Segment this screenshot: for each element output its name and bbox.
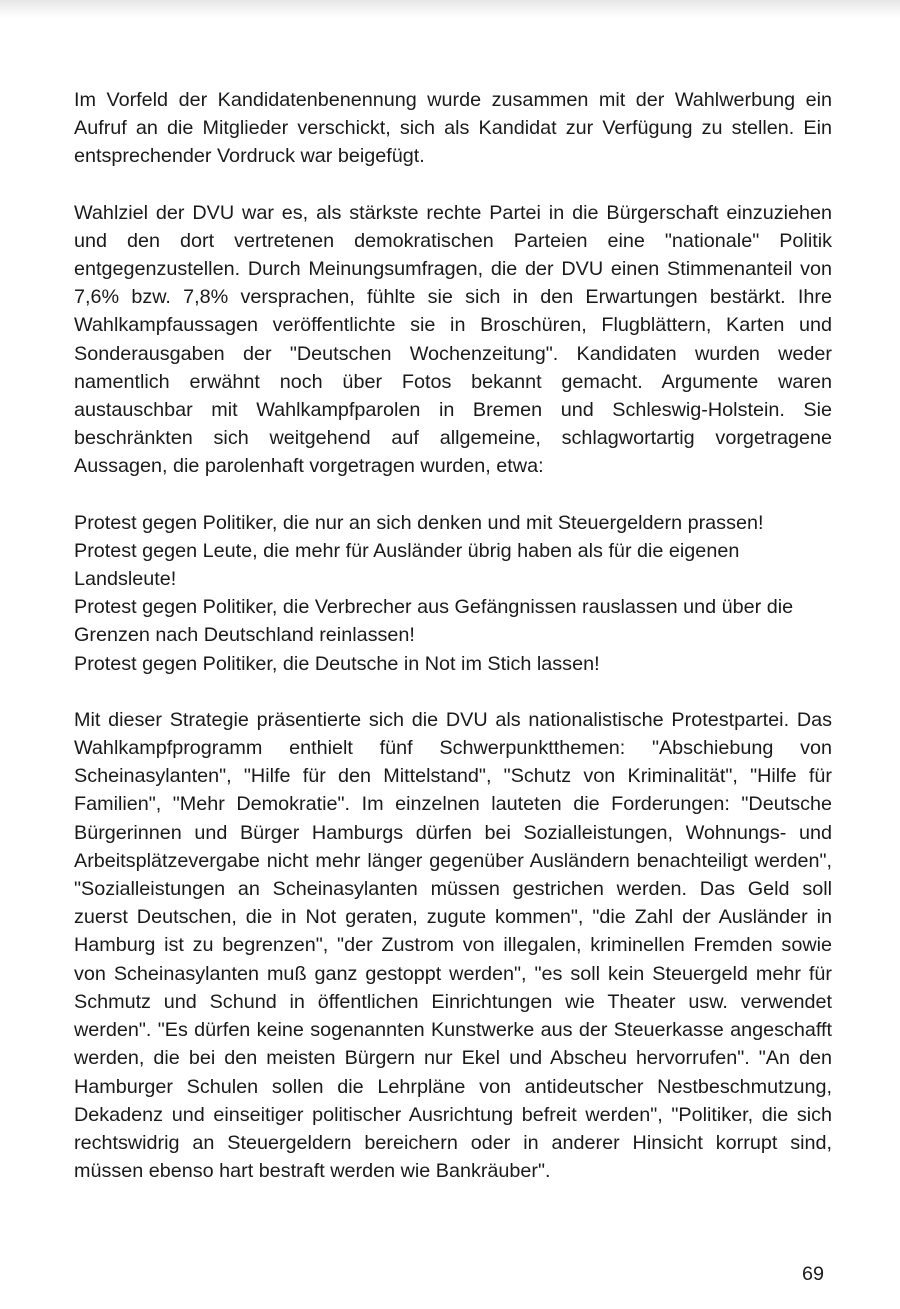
paragraph-election-goal: Wahlziel der DVU war es, als stärkste rechte Partei in die Bürgerschaft einzuziehen und den dort vertretenen demokratischen Parteien eine "nationale" Politik entgegenzustellen. Durch Meinungsumfragen, die der DVU einen Stimmenanteil von 7,6% bzw. 7,8% versprachen, fühlte sie sich in den Erwartungen bestärkt. Ihre Wahlkampfaussagen veröffentlichte sie in Broschüren, Flugblättern, Karten und Sonderausgaben der "Deutschen Wochenzeitung". Kandidaten wurden weder namentlich erwähnt noch über Fotos bekannt gemacht. Argumente waren austauschbar mit Wahlkampfparolen in Bremen und Schleswig-Holstein. Sie beschränkten sich weitgehend auf allgemeine, schlagwortartig vorgetragene Aussagen, die parolenhaft vorgetragen wurden, etwa:	[74, 201, 832, 478]
scan-edge	[0, 0, 900, 18]
slogan-item: Protest gegen Leute, die mehr für Ausländer übrig haben als für die eigenen Landsleute!	[74, 539, 740, 591]
slogan-item: Protest gegen Politiker, die Verbrecher aus Gefängnissen rauslassen und über die Grenzen nach Deutschland reinlassen!	[74, 596, 794, 647]
document-page	[74, 86, 832, 1185]
paragraph-candidate-call: Im Vorfeld der Kandidatenbenennung wurde zusammen mit der Wahlwerbung ein Aufruf an die Mitglieder verschickt, sich als Kandidat zur Verfügung zu stellen. Ein entsprechender Vordruck war beigefügt.	[74, 89, 832, 168]
page-number: 69	[802, 1263, 825, 1285]
slogan-item: Protest gegen Politiker, die nur an sich denken und mit Steuergeldern prassen!	[74, 511, 764, 534]
slogan-list	[74, 509, 832, 678]
slogan-item: Protest gegen Politiker, die Deutsche in Not im Stich lassen!	[74, 652, 600, 675]
paragraph-campaign-program: Mit dieser Strategie präsentierte sich die DVU als nationalistische Protestpartei. Das Wahlkampfprogramm enthielt fünf Schwerpunktthemen: "Abschiebung von Scheinasylanten", "Hilfe für den Mittelstand", "Schutz von Kriminalität", "Hilfe für Familien", "Mehr Demokratie". Im einzelnen lauteten die Forderungen: "Deutsche Bürgerinnen und Bürger Hamburgs dürfen bei Sozialleistungen, Wohnungs- und Arbeitsplätzevergabe nicht mehr länger gegenüber Ausländern benachteiligt werden", "Sozialleistungen an Scheinasylanten müssen gestrichen werden. Das Geld soll zuerst Deutschen, die in Not geraten, zugute kommen", "die Zahl der Ausländer in Hamburg ist zu begrenzen", "der Zustrom von illegalen, kriminellen Fremden sowie von Scheinasylanten muß ganz gestoppt werden", "es soll kein Steuergeld mehr für Schmutz und Schund in öffentlichen Einrichtungen wie Theater usw. verwendet werden". "Es dürfen keine sogenannten Kunstwerke aus der Steuerkasse angeschafft werden, die bei den meisten Bürgern nur Ekel und Abscheu hervorrufen". "An den Hamburger Schulen sollen die Lehrpläne von antideutscher Nestbeschmutzung, Dekadenz und einseitiger politischer Ausrichtung befreit werden", "Politiker, die sich rechtswidrig an Steuergeldern bereichern oder in anderer Hinsicht korrupt sind, müssen ebenso hart bestraft werden wie Bankräuber".	[74, 708, 832, 1183]
